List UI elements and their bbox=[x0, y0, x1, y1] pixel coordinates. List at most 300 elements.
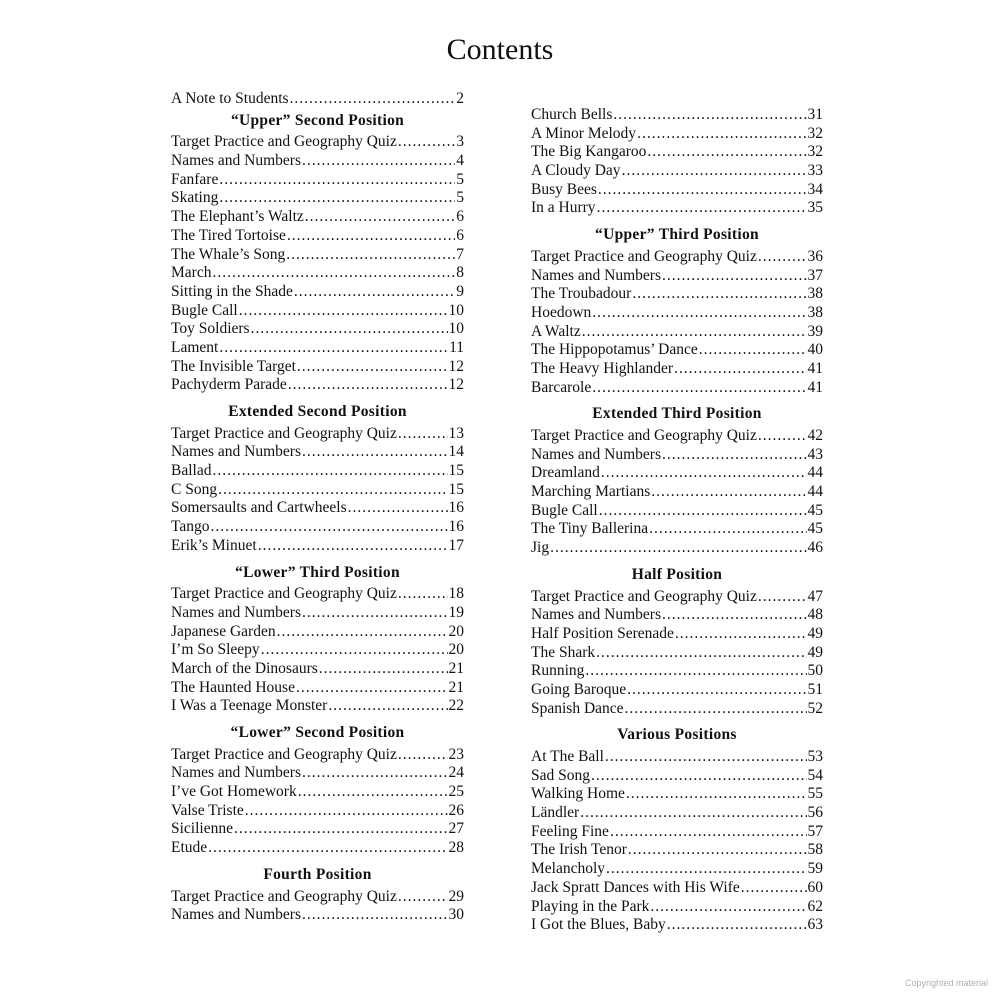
toc-entry-page: 8 bbox=[456, 264, 464, 282]
dot-leader bbox=[208, 839, 447, 858]
toc-entry-page: 21 bbox=[448, 659, 464, 677]
dot-leader bbox=[758, 427, 807, 446]
toc-entry-page: 56 bbox=[807, 804, 823, 822]
toc-entry-title: Hoedown bbox=[531, 303, 592, 321]
toc-entry-title: C Song bbox=[171, 480, 218, 498]
toc-entry-title: Names and Numbers bbox=[531, 606, 661, 624]
toc-entry-page: 25 bbox=[448, 783, 464, 801]
toc-entry bbox=[171, 641, 464, 660]
toc-entry bbox=[171, 820, 464, 839]
dot-leader bbox=[622, 162, 807, 181]
toc-entry-title: Target Practice and Geography Quiz bbox=[531, 587, 757, 605]
toc-entry bbox=[171, 90, 464, 109]
toc-entry-title: Tango bbox=[171, 518, 210, 536]
dot-leader bbox=[592, 304, 806, 323]
toc-entry-page: 12 bbox=[448, 357, 464, 375]
toc-entry bbox=[531, 860, 823, 879]
toc-entry-page: 47 bbox=[807, 587, 823, 605]
toc-entry-page: 38 bbox=[807, 285, 823, 303]
toc-entry-title: The Whale’s Song bbox=[171, 245, 286, 263]
toc-entry bbox=[531, 446, 823, 465]
toc-entry-title: Fanfare bbox=[171, 170, 219, 188]
toc-entry-page: 11 bbox=[449, 338, 464, 356]
toc-entry-page: 4 bbox=[456, 152, 464, 170]
toc-entry-page: 57 bbox=[807, 822, 823, 840]
toc-entry-title: At The Ball bbox=[531, 748, 604, 765]
toc-entry-page: 55 bbox=[807, 785, 823, 803]
toc-entry bbox=[171, 264, 464, 283]
toc-entry-page: 41 bbox=[807, 359, 823, 377]
toc-entry-page: 37 bbox=[807, 266, 823, 284]
toc-entry-title: Names and Numbers bbox=[171, 603, 301, 621]
toc-entry bbox=[171, 802, 464, 821]
toc-entry-page: 40 bbox=[807, 341, 823, 359]
toc-left-column bbox=[171, 90, 464, 925]
toc-entry bbox=[171, 246, 464, 265]
toc-entry-page: 27 bbox=[448, 820, 464, 838]
dot-leader bbox=[245, 802, 448, 821]
toc-entry bbox=[171, 208, 464, 227]
toc-entry bbox=[531, 162, 823, 181]
toc-entry bbox=[171, 339, 464, 358]
toc-entry-page: 49 bbox=[807, 643, 823, 661]
toc-entry-page: 22 bbox=[448, 697, 464, 715]
toc-entry-title: Pachyderm Parade bbox=[171, 376, 287, 394]
toc-entry bbox=[531, 539, 823, 558]
dot-leader bbox=[606, 860, 806, 879]
dot-leader bbox=[625, 700, 807, 719]
toc-entry bbox=[171, 302, 464, 321]
toc-entry-title: Jig bbox=[531, 539, 550, 557]
toc-entry bbox=[171, 443, 464, 462]
toc-entry-page: 34 bbox=[807, 180, 823, 198]
toc-entry-title: Sitting in the Shade bbox=[171, 282, 293, 300]
toc-entry bbox=[531, 267, 823, 286]
toc-entry-page: 49 bbox=[807, 624, 823, 642]
dot-leader bbox=[758, 248, 807, 267]
dot-leader bbox=[212, 462, 447, 481]
dot-leader bbox=[613, 106, 806, 125]
toc-entry bbox=[531, 767, 823, 786]
dot-leader bbox=[261, 641, 448, 660]
toc-entry-title: Target Practice and Geography Quiz bbox=[171, 133, 397, 151]
toc-entry-title: Jack Spratt Dances with His Wife bbox=[531, 878, 740, 896]
toc-entry-page: 17 bbox=[448, 536, 464, 554]
toc-entry-title: Target Practice and Geography Quiz bbox=[171, 887, 397, 905]
toc-entry-page: 45 bbox=[807, 520, 823, 538]
toc-entry bbox=[531, 379, 823, 398]
toc-entry-page: 36 bbox=[807, 247, 823, 265]
toc-entry-title: Walking Home bbox=[531, 785, 625, 803]
toc-entry bbox=[171, 660, 464, 679]
toc-entry bbox=[171, 227, 464, 246]
toc-entry bbox=[531, 360, 823, 379]
toc-entry-page: 14 bbox=[448, 443, 464, 461]
toc-entry bbox=[171, 697, 464, 716]
toc-entry-title: A Cloudy Day bbox=[531, 162, 621, 180]
toc-entry-title: I’ve Got Homework bbox=[171, 783, 297, 801]
dot-leader bbox=[239, 302, 448, 321]
toc-entry-page: 60 bbox=[807, 878, 823, 896]
dot-leader bbox=[302, 906, 448, 925]
toc-entry-page: 51 bbox=[807, 680, 823, 698]
toc-entry-page: 43 bbox=[807, 445, 823, 463]
toc-entry-page: 45 bbox=[807, 501, 823, 519]
toc-entry bbox=[531, 502, 823, 521]
toc-entry-page: 33 bbox=[807, 162, 823, 180]
toc-entry-page: 53 bbox=[807, 748, 823, 765]
toc-entry-title: Etude bbox=[171, 839, 208, 857]
toc-entry-page: 20 bbox=[448, 622, 464, 640]
toc-entry bbox=[531, 304, 823, 323]
toc-entry-page: 9 bbox=[456, 282, 464, 300]
toc-entry-title: The Elephant’s Waltz bbox=[171, 208, 304, 226]
dot-leader bbox=[251, 320, 448, 339]
toc-entry-title: A Minor Melody bbox=[531, 124, 637, 142]
toc-entry bbox=[531, 625, 823, 644]
toc-entry bbox=[531, 681, 823, 700]
dot-leader bbox=[398, 585, 448, 604]
toc-entry-title: Sad Song bbox=[531, 766, 590, 784]
toc-entry-page: 58 bbox=[807, 841, 823, 859]
dot-leader bbox=[647, 143, 806, 162]
toc-entry-title: The Irish Tenor bbox=[531, 841, 627, 859]
dot-leader bbox=[599, 502, 807, 521]
toc-entry-page: 38 bbox=[807, 303, 823, 321]
dot-leader bbox=[219, 339, 448, 358]
dot-leader bbox=[212, 264, 455, 283]
toc-entry-title: Valse Triste bbox=[171, 801, 244, 819]
dot-leader bbox=[667, 916, 807, 935]
toc-entry-title: March bbox=[171, 264, 212, 282]
toc-entry-page: 2 bbox=[456, 90, 464, 107]
dot-leader bbox=[298, 783, 448, 802]
dot-leader bbox=[585, 662, 806, 681]
toc-entry-title: Bugle Call bbox=[171, 301, 238, 319]
toc-entry-title: Dreamland bbox=[531, 464, 600, 482]
dot-leader bbox=[627, 681, 806, 700]
toc-entry-page: 10 bbox=[448, 301, 464, 319]
toc-entry-page: 44 bbox=[807, 464, 823, 482]
dot-leader bbox=[398, 425, 448, 444]
dot-leader bbox=[597, 199, 807, 218]
dot-leader bbox=[296, 679, 448, 698]
toc-entry-page: 52 bbox=[807, 699, 823, 717]
toc-entry bbox=[531, 700, 823, 719]
toc-entry bbox=[531, 644, 823, 663]
toc-entry bbox=[171, 537, 464, 556]
dot-leader bbox=[290, 90, 456, 109]
dot-leader bbox=[398, 746, 448, 765]
dot-leader bbox=[592, 379, 806, 398]
copyright-watermark: Copyrighted material bbox=[904, 978, 988, 988]
toc-entry bbox=[531, 898, 823, 917]
dot-leader bbox=[632, 285, 806, 304]
toc-entry bbox=[171, 585, 464, 604]
toc-entry-page: 31 bbox=[807, 106, 823, 123]
dot-leader bbox=[626, 785, 807, 804]
toc-entry-title: Going Baroque bbox=[531, 680, 627, 698]
toc-entry-page: 21 bbox=[448, 678, 464, 696]
toc-entry-title: Names and Numbers bbox=[531, 266, 661, 284]
toc-entry-title: Target Practice and Geography Quiz bbox=[531, 247, 757, 265]
toc-entry-page: 6 bbox=[456, 226, 464, 244]
toc-entry-page: 50 bbox=[807, 662, 823, 680]
toc-entry-title: Target Practice and Geography Quiz bbox=[531, 427, 757, 444]
toc-entry-page: 3 bbox=[456, 133, 464, 151]
toc-entry bbox=[171, 376, 464, 395]
toc-entry-page: 15 bbox=[448, 462, 464, 480]
toc-entry-title: The Tiny Ballerina bbox=[531, 520, 649, 538]
toc-entry-title: Toy Soldiers bbox=[171, 320, 250, 338]
toc-entry-title: Names and Numbers bbox=[531, 445, 661, 463]
toc-entry-title: The Heavy Highlander bbox=[531, 359, 674, 377]
toc-entry bbox=[531, 823, 823, 842]
toc-entry bbox=[531, 125, 823, 144]
dot-leader bbox=[662, 606, 807, 625]
dot-leader bbox=[258, 537, 448, 556]
section-heading: Various Positions bbox=[617, 726, 737, 744]
dot-leader bbox=[550, 539, 806, 558]
toc-entry-title: The Hippopotamus’ Dance bbox=[531, 341, 698, 359]
toc-entry-page: 24 bbox=[448, 764, 464, 782]
dot-leader bbox=[651, 483, 806, 502]
dot-leader bbox=[596, 644, 806, 663]
toc-entry bbox=[531, 143, 823, 162]
toc-entry-title: Melancholy bbox=[531, 860, 606, 878]
toc-entry-title: Ländler bbox=[531, 804, 580, 822]
dot-leader bbox=[610, 823, 807, 842]
dot-leader bbox=[674, 360, 806, 379]
dot-leader bbox=[398, 888, 448, 907]
toc-entry-title: In a Hurry bbox=[531, 199, 596, 217]
dot-leader bbox=[580, 804, 806, 823]
toc-entry-title: The Troubadour bbox=[531, 285, 632, 303]
dot-leader bbox=[699, 341, 807, 360]
section-heading: “Upper” Second Position bbox=[230, 111, 405, 129]
section-heading: Extended Third Position bbox=[592, 405, 762, 423]
toc-entry-title: I’m So Sleepy bbox=[171, 641, 260, 659]
dot-leader bbox=[741, 879, 807, 898]
dot-leader bbox=[302, 443, 448, 462]
dot-leader bbox=[662, 446, 807, 465]
toc-entry-title: Feeling Fine bbox=[531, 822, 609, 840]
dot-leader bbox=[286, 246, 455, 265]
toc-entry bbox=[171, 604, 464, 623]
dot-leader bbox=[234, 820, 448, 839]
toc-entry-title: The Tired Tortoise bbox=[171, 226, 286, 244]
toc-entry-title: Marching Martians bbox=[531, 483, 651, 501]
dot-leader bbox=[348, 499, 448, 518]
toc-entry-page: 12 bbox=[448, 376, 464, 394]
toc-entry bbox=[531, 285, 823, 304]
toc-entry-title: Target Practice and Geography Quiz bbox=[171, 745, 397, 763]
toc-entry-title: Erik’s Minuet bbox=[171, 536, 257, 554]
toc-entry-page: 13 bbox=[448, 424, 464, 442]
toc-entry-title: Lament bbox=[171, 338, 219, 356]
dot-leader bbox=[662, 267, 807, 286]
section-heading: Extended Second Position bbox=[228, 403, 407, 420]
toc-entry-page: 7 bbox=[456, 245, 464, 263]
toc-entry bbox=[531, 841, 823, 860]
toc-entry-page: 44 bbox=[807, 483, 823, 501]
dot-leader bbox=[637, 125, 806, 144]
toc-entry-title: Bugle Call bbox=[531, 501, 598, 519]
toc-entry-page: 5 bbox=[456, 170, 464, 188]
toc-entry bbox=[531, 181, 823, 200]
dot-leader bbox=[219, 189, 455, 208]
dot-leader bbox=[319, 660, 448, 679]
dot-leader bbox=[218, 481, 447, 500]
toc-entry-title: The Invisible Target bbox=[171, 357, 296, 375]
toc-entry-page: 18 bbox=[448, 585, 464, 603]
page-title: Contents bbox=[446, 33, 554, 66]
toc-entry-page: 32 bbox=[807, 143, 823, 161]
dot-leader bbox=[605, 748, 807, 767]
toc-entry bbox=[171, 152, 464, 171]
toc-entry-title: Names and Numbers bbox=[171, 764, 301, 782]
toc-entry-title: Japanese Garden bbox=[171, 622, 276, 640]
section-heading: Fourth Position bbox=[263, 865, 372, 883]
toc-entry-title: Names and Numbers bbox=[171, 443, 301, 461]
toc-entry-page: 46 bbox=[807, 539, 823, 557]
toc-entry-page: 5 bbox=[456, 189, 464, 207]
toc-entry bbox=[531, 199, 823, 218]
dot-leader bbox=[328, 697, 447, 716]
toc-entry-page: 48 bbox=[807, 606, 823, 624]
dot-leader bbox=[650, 898, 806, 917]
toc-entry bbox=[171, 623, 464, 642]
toc-entry-title: Ballad bbox=[171, 462, 212, 480]
dot-leader bbox=[277, 623, 448, 642]
dot-leader bbox=[297, 358, 448, 377]
toc-entry bbox=[171, 425, 464, 444]
toc-entry-title: Somersaults and Cartwheels bbox=[171, 499, 347, 517]
toc-entry-page: 19 bbox=[448, 603, 464, 621]
toc-entry-title: The Big Kangaroo bbox=[531, 143, 647, 161]
toc-entry-title: Barcarole bbox=[531, 378, 592, 396]
dot-leader bbox=[628, 841, 807, 860]
toc-entry-title: I Got the Blues, Baby bbox=[531, 916, 666, 934]
toc-entry bbox=[171, 679, 464, 698]
dot-leader bbox=[219, 171, 455, 190]
toc-entry bbox=[531, 248, 823, 267]
toc-entry-page: 42 bbox=[807, 427, 823, 444]
toc-entry-page: 30 bbox=[448, 906, 464, 924]
toc-entry bbox=[171, 746, 464, 765]
toc-entry-title: Target Practice and Geography Quiz bbox=[171, 424, 397, 442]
dot-leader bbox=[294, 283, 455, 302]
toc-entry-page: 63 bbox=[807, 916, 823, 934]
toc-entry-page: 20 bbox=[448, 641, 464, 659]
dot-leader bbox=[649, 520, 806, 539]
dot-leader bbox=[211, 518, 448, 537]
toc-entry-title: Church Bells bbox=[531, 106, 613, 123]
toc-entry-title: A Waltz bbox=[531, 322, 581, 340]
toc-entry-title: Playing in the Park bbox=[531, 897, 650, 915]
toc-entry-title: Names and Numbers bbox=[171, 906, 301, 924]
toc-entry bbox=[531, 804, 823, 823]
toc-entry bbox=[171, 764, 464, 783]
toc-entry-title: March of the Dinosaurs bbox=[171, 659, 318, 677]
toc-entry-page: 35 bbox=[807, 199, 823, 217]
toc-entry-title: Skating bbox=[171, 189, 219, 207]
dot-leader bbox=[398, 133, 455, 152]
toc-entry bbox=[171, 283, 464, 302]
toc-entry bbox=[171, 906, 464, 925]
toc-entry-page: 62 bbox=[807, 897, 823, 915]
toc-entry-title: Half Position Serenade bbox=[531, 624, 674, 642]
toc-entry-title: Target Practice and Geography Quiz bbox=[171, 585, 397, 603]
toc-entry-page: 15 bbox=[448, 480, 464, 498]
toc-entry-title: Running bbox=[531, 662, 585, 680]
toc-entry bbox=[171, 320, 464, 339]
toc-entry bbox=[171, 171, 464, 190]
toc-entry bbox=[531, 341, 823, 360]
section-heading: “Lower” Second Position bbox=[230, 724, 405, 741]
toc-entry bbox=[171, 189, 464, 208]
toc-entry bbox=[531, 427, 823, 446]
toc-entry-page: 6 bbox=[456, 208, 464, 226]
toc-entry bbox=[171, 888, 464, 907]
toc-entry-page: 26 bbox=[448, 801, 464, 819]
dot-leader bbox=[305, 208, 455, 227]
toc-entry bbox=[171, 133, 464, 152]
toc-entry bbox=[171, 358, 464, 377]
toc-entry bbox=[171, 839, 464, 858]
toc-entry bbox=[531, 879, 823, 898]
dot-leader bbox=[287, 227, 455, 246]
section-heading: “Lower” Third Position bbox=[235, 563, 400, 581]
toc-entry-title: Sicilienne bbox=[171, 820, 233, 838]
toc-entry bbox=[531, 588, 823, 607]
toc-entry bbox=[531, 606, 823, 625]
toc-entry-page: 16 bbox=[448, 518, 464, 536]
dot-leader bbox=[302, 152, 455, 171]
toc-entry bbox=[171, 783, 464, 802]
toc-entry-title: A Note to Students bbox=[171, 90, 289, 107]
toc-entry bbox=[531, 785, 823, 804]
dot-leader bbox=[758, 588, 807, 607]
toc-entry bbox=[531, 662, 823, 681]
toc-entry-page: 10 bbox=[448, 320, 464, 338]
toc-entry-title: Spanish Dance bbox=[531, 699, 624, 717]
toc-entry-title: The Shark bbox=[531, 643, 596, 661]
dot-leader bbox=[591, 767, 807, 786]
section-heading: Half Position bbox=[631, 565, 723, 583]
dot-leader bbox=[598, 181, 807, 200]
toc-entry bbox=[531, 323, 823, 342]
toc-entry bbox=[531, 464, 823, 483]
section-heading: “Upper” Third Position bbox=[595, 226, 759, 244]
toc-entry-page: 16 bbox=[448, 499, 464, 517]
toc-entry bbox=[171, 518, 464, 537]
toc-entry-page: 41 bbox=[807, 378, 823, 396]
toc-entry-page: 39 bbox=[807, 322, 823, 340]
dot-leader bbox=[302, 604, 448, 623]
toc-entry bbox=[531, 916, 823, 935]
dot-leader bbox=[601, 464, 807, 483]
dot-leader bbox=[582, 323, 807, 342]
toc-entry-page: 23 bbox=[448, 745, 464, 763]
toc-entry bbox=[531, 748, 823, 767]
toc-entry-page: 54 bbox=[807, 766, 823, 784]
dot-leader bbox=[302, 764, 448, 783]
dot-leader bbox=[288, 376, 448, 395]
toc-entry bbox=[171, 499, 464, 518]
toc-entry-page: 28 bbox=[448, 839, 464, 857]
toc-entry bbox=[531, 106, 823, 125]
